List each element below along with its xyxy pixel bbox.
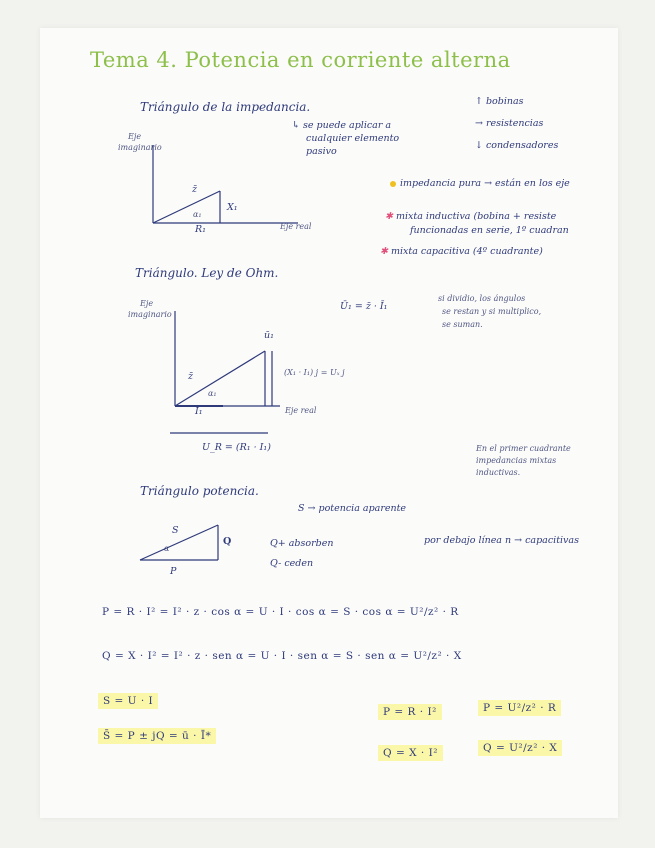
equation-p: P = R · I² = I² · z · cos α = U · I · cos α = S · cos α = U²/z² · R — [102, 606, 459, 618]
box-s-complex: S̄ = P ± jQ = ū · Ī* — [98, 728, 216, 744]
side-note-3: inductivas. — [476, 468, 521, 477]
power-label-q: Q — [223, 536, 232, 547]
power-label-s: S — [172, 525, 179, 536]
ohm-vector-i: Ī₁ — [195, 406, 203, 417]
legend-resistencias: → resistencias — [475, 118, 544, 129]
ohm-heading: Triángulo. Ley de Ohm. — [135, 266, 279, 280]
impedance-note-2: cualquier elemento — [306, 133, 400, 144]
power-note: por debajo línea n → capacitivas — [424, 535, 579, 546]
ohm-vector-z: z̄ — [188, 371, 194, 382]
box-p1: P = R · I² — [378, 704, 442, 720]
bullet-mixta-inductiva-2: funcionadas en serie, 1º cuadran — [410, 225, 569, 236]
notebook-page — [40, 28, 618, 818]
page-title: Tema 4. Potencia en corriente alterna — [90, 48, 511, 72]
power-label-p: P — [170, 566, 177, 577]
ohm-point-label: (X₁ · I₁) j = Uₓ j — [284, 368, 345, 377]
impedance-axis-x-label: Eje real — [280, 222, 312, 231]
ohm-axis-y-label-1: Eje — [140, 299, 154, 308]
ohm-formula: Ū₁ = z̄ · Ī₁ — [340, 301, 388, 312]
diagram-layer — [40, 28, 618, 818]
ohm-note-3: se suman. — [442, 320, 483, 329]
bullet-mixta-inductiva: ✱ mixta inductiva (bobina + resiste — [385, 211, 557, 222]
power-s-definition: S → potencia aparente — [298, 503, 407, 514]
impedance-angle: α₁ — [193, 210, 202, 219]
box-s: S = U · I — [98, 693, 158, 709]
ohm-note-1: si dividio, los ángulos — [438, 294, 526, 303]
ohm-vector-u: ū₁ — [264, 330, 274, 341]
power-angle: α — [164, 544, 170, 553]
box-q2: Q = U²/z² · X — [478, 740, 562, 756]
ohm-angle: α₁ — [208, 389, 217, 398]
ohm-ur-label: U_R = (R₁ · I₁) — [202, 442, 271, 453]
box-q1: Q = X · I² — [378, 745, 443, 761]
ohm-axis-y-label-2: imaginario — [128, 310, 172, 319]
impedance-axis-y-label-2: imaginario — [118, 143, 162, 152]
side-note-1: En el primer cuadrante — [476, 444, 571, 453]
ohm-axis-x-label: Eje real — [285, 406, 317, 415]
power-heading: Triángulo potencia. — [140, 484, 259, 498]
impedance-axis-y-label-1: Eje — [128, 132, 142, 141]
equation-q: Q = X · I² = I² · z · sen α = U · I · sen α = S · sen α = U²/z² · X — [102, 650, 462, 662]
bullet-impedancia-pura: impedancia pura → están en los eje — [390, 178, 570, 189]
impedance-hypotenuse — [153, 191, 220, 223]
asterisk-icon: ✱ — [385, 211, 393, 222]
power-s-line — [140, 525, 218, 560]
power-q-plus: Q+ absorben — [270, 538, 334, 549]
impedance-vector-z: z̄ — [192, 184, 198, 195]
impedance-note-1: ↳ se puede aplicar a — [292, 120, 392, 131]
asterisk-icon: ✱ — [380, 246, 388, 257]
legend-bobinas: ↑ bobinas — [475, 96, 524, 107]
impedance-note-3: pasivo — [306, 146, 337, 157]
impedance-leg-x: X₁ — [227, 202, 238, 213]
impedance-heading: Triángulo de la impedancia. — [140, 100, 311, 114]
bullet-mixta-capacitiva: ✱ mixta capacitiva (4º cuadrante) — [380, 246, 543, 257]
ohm-note-2: se restan y si multiplico, — [442, 307, 542, 316]
power-q-minus: Q- ceden — [270, 558, 314, 569]
side-note-2: impedancias mixtas — [476, 456, 557, 465]
ohm-vector-u-line — [175, 351, 265, 406]
impedance-leg-r: R₁ — [195, 224, 206, 235]
legend-condensadores: ↓ condensadores — [475, 140, 559, 151]
box-p2: P = U²/z² · R — [478, 700, 561, 716]
